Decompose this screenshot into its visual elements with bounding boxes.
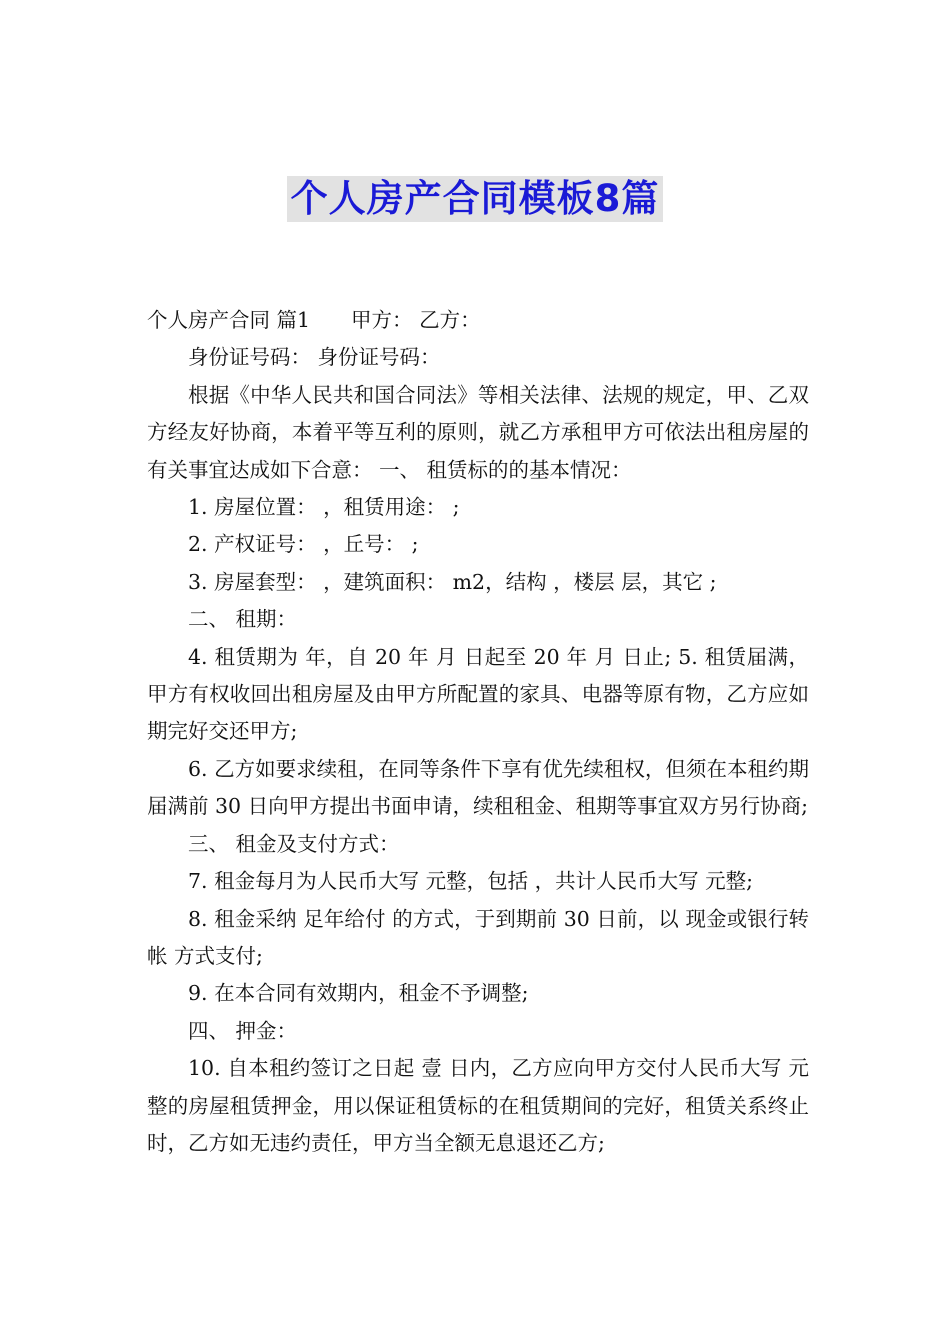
paragraph-clause-8: 8. 租金采纳 足年给付 的方式，于到期前 30 日前，以 现金或银行转帐 方式支付; (147, 906, 809, 968)
paragraph-clause-4-5: 4. 租赁期为 年，自 20 年 月 日起至 20 年 月 日止; 5. 租赁届满，甲方有权收回出租房屋及由甲方所配置的家具、电器等原有物，乙方应如期完好交还甲方; (147, 644, 809, 744)
section-heading-term: 二、 租期： (188, 607, 298, 632)
section-heading-deposit: 四、 押金： (188, 1018, 298, 1043)
paragraph-clause-9: 9. 在本合同有效期内，租金不予调整; (188, 981, 529, 1006)
paragraph-clause-3: 3. 房屋套型： ，建筑面积： m2，结构 ，楼层 层，其它 ; (188, 569, 717, 594)
section-heading-rent: 三、 租金及支付方式： (188, 831, 400, 856)
paragraph-clause-6: 6. 乙方如要求续租，在同等条件下享有优先续租权，但须在本租约期届满前 30 日向甲方提出书面申请，续租租金、租期等事宜双方另行协商; (147, 756, 809, 819)
paragraph-clause-10: 10. 自本租约签订之日起 壹 日内，乙方应向甲方交付人民币大写 元整的房屋租赁押金，用以保证租赁标的在租赁期间的完好，租赁关系终止时，乙方如无违约责任，甲方当全额无息退还乙方; (147, 1056, 809, 1155)
document-title: 个人房产合同模板8篇 (287, 176, 664, 222)
title-container (0, 176, 950, 222)
paragraph-clause-1: 1. 房屋位置： ，租赁用途： ; (188, 495, 460, 520)
paragraph-preamble: 根据《中华人民共和国合同法》等相关法律、法规的规定，甲、乙双方经友好协商，本着平等互利的原则，就乙方承租甲方可依法出租房屋的有关事宜达成如下合意： 一、 租赁标的的基本情况： (147, 382, 809, 482)
paragraph-heading: 个人房产合同 篇1 甲方： 乙方： (147, 308, 481, 332)
paragraph-id-numbers: 身份证号码： 身份证号码： (188, 345, 441, 370)
document-body (147, 302, 809, 1162)
paragraph-clause-2: 2. 产权证号： ，丘号： ; (188, 532, 419, 557)
paragraph-clause-7: 7. 租金每月为人民币大写 元整，包括 ，共计人民币大写 元整; (188, 869, 754, 894)
